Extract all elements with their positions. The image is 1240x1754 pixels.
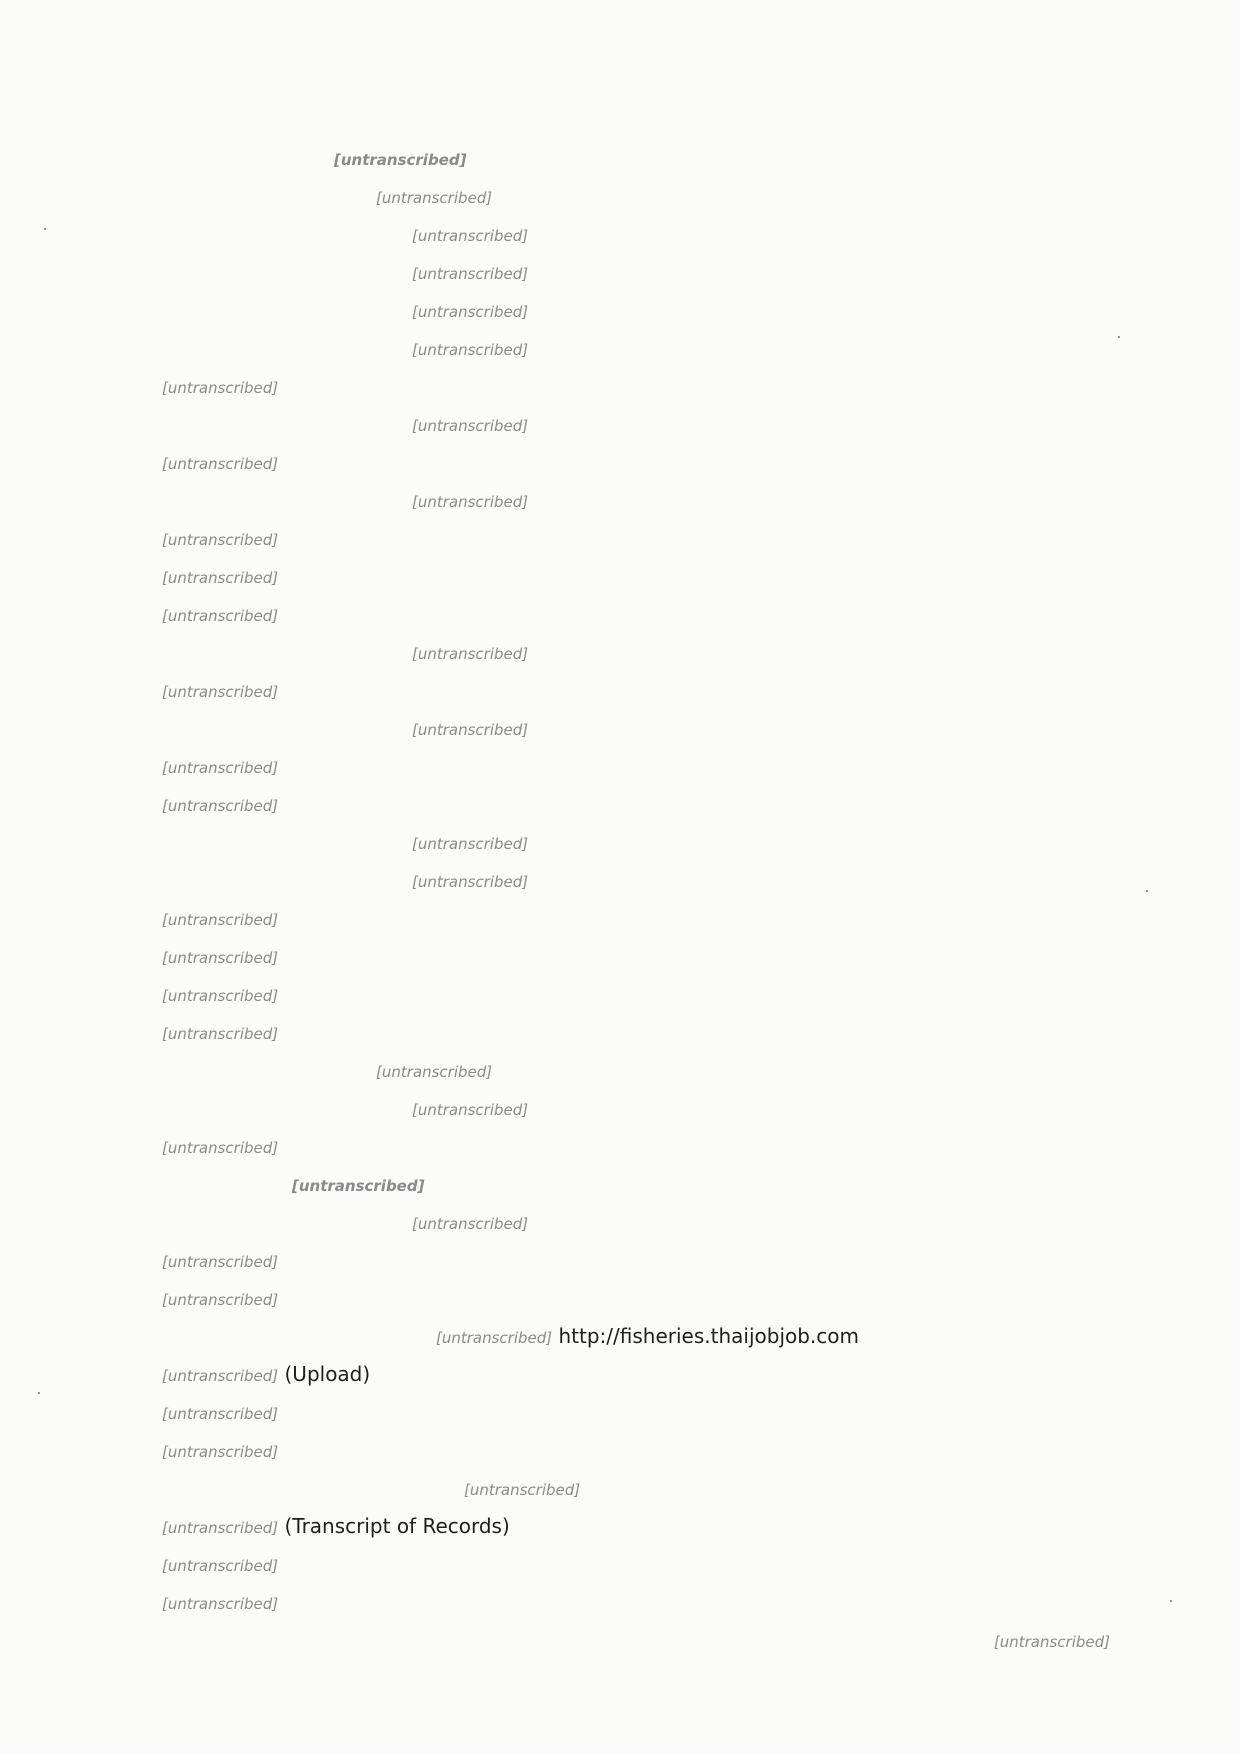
untranscribed-marker: [untranscribed] xyxy=(412,1215,529,1233)
untranscribed-marker: [untranscribed] xyxy=(162,1443,279,1461)
untranscribed-marker: [untranscribed] xyxy=(464,1481,581,1499)
document-line xyxy=(162,1052,1110,1090)
document-line xyxy=(162,634,1110,672)
document-line xyxy=(162,1470,1110,1508)
untranscribed-marker: [untranscribed] xyxy=(162,949,279,967)
untranscribed-marker: [untranscribed] xyxy=(412,835,529,853)
latin-text: (Upload) xyxy=(278,1362,371,1386)
untranscribed-marker: [untranscribed] xyxy=(162,1139,279,1157)
document-line xyxy=(162,1356,1110,1394)
document-line xyxy=(162,672,1110,710)
document-line xyxy=(162,1204,1110,1242)
untranscribed-marker: [untranscribed] xyxy=(436,1329,553,1347)
untranscribed-marker: [untranscribed] xyxy=(412,645,529,663)
untranscribed-marker: [untranscribed] xyxy=(412,1101,529,1119)
document-line xyxy=(162,1508,1110,1546)
scan-speck xyxy=(1146,890,1148,892)
document-line xyxy=(162,1546,1110,1584)
document-line xyxy=(162,178,1110,216)
untranscribed-marker: [untranscribed] xyxy=(292,1177,425,1195)
document-line xyxy=(162,862,1110,900)
document-line xyxy=(162,786,1110,824)
document-line xyxy=(162,1166,1110,1204)
untranscribed-marker: [untranscribed] xyxy=(412,227,529,245)
document-line xyxy=(162,1432,1110,1470)
scan-speck xyxy=(1170,1600,1172,1602)
document-line xyxy=(162,1622,1110,1660)
untranscribed-marker: [untranscribed] xyxy=(162,1557,279,1575)
untranscribed-marker: [untranscribed] xyxy=(412,265,529,283)
untranscribed-marker: [untranscribed] xyxy=(162,379,279,397)
untranscribed-marker: [untranscribed] xyxy=(334,151,467,169)
document-line xyxy=(162,596,1110,634)
untranscribed-marker: [untranscribed] xyxy=(993,1633,1110,1651)
document-line xyxy=(162,254,1110,292)
document-line xyxy=(162,1014,1110,1052)
untranscribed-marker: [untranscribed] xyxy=(162,1025,279,1043)
latin-text: (Transcript of Records) xyxy=(278,1514,510,1538)
untranscribed-marker: [untranscribed] xyxy=(162,1291,279,1309)
untranscribed-marker: [untranscribed] xyxy=(162,1519,279,1537)
document-line xyxy=(162,520,1110,558)
untranscribed-marker: [untranscribed] xyxy=(376,189,493,207)
document-line xyxy=(162,558,1110,596)
untranscribed-marker: [untranscribed] xyxy=(412,303,529,321)
document-line xyxy=(162,330,1110,368)
untranscribed-marker: [untranscribed] xyxy=(376,1063,493,1081)
document-line xyxy=(162,1394,1110,1432)
untranscribed-marker: [untranscribed] xyxy=(162,1253,279,1271)
untranscribed-marker: [untranscribed] xyxy=(162,607,279,625)
scan-speck xyxy=(1118,336,1120,338)
document-line xyxy=(162,976,1110,1014)
untranscribed-marker: [untranscribed] xyxy=(412,341,529,359)
document-line xyxy=(162,710,1110,748)
untranscribed-marker: [untranscribed] xyxy=(162,797,279,815)
untranscribed-marker: [untranscribed] xyxy=(412,417,529,435)
untranscribed-marker: [untranscribed] xyxy=(162,569,279,587)
untranscribed-marker: [untranscribed] xyxy=(162,683,279,701)
untranscribed-marker: [untranscribed] xyxy=(162,455,279,473)
document-line xyxy=(162,140,1110,178)
document-line xyxy=(162,1584,1110,1622)
scan-speck xyxy=(44,228,46,230)
latin-text: http://fisheries.thaijobjob.com xyxy=(552,1324,860,1348)
document-line xyxy=(162,368,1110,406)
untranscribed-marker: [untranscribed] xyxy=(162,531,279,549)
document-line xyxy=(162,938,1110,976)
scan-speck xyxy=(38,1392,40,1394)
document-line xyxy=(162,1318,1110,1356)
untranscribed-marker: [untranscribed] xyxy=(162,1405,279,1423)
document-line xyxy=(162,1128,1110,1166)
untranscribed-marker: [untranscribed] xyxy=(162,911,279,929)
document-line xyxy=(162,292,1110,330)
untranscribed-marker: [untranscribed] xyxy=(412,493,529,511)
document-line xyxy=(162,748,1110,786)
document-line xyxy=(162,1242,1110,1280)
document-line xyxy=(162,824,1110,862)
document-line xyxy=(162,444,1110,482)
untranscribed-marker: [untranscribed] xyxy=(162,1367,279,1385)
document-body xyxy=(162,140,1110,1660)
document-line xyxy=(162,216,1110,254)
document-line xyxy=(162,900,1110,938)
untranscribed-marker: [untranscribed] xyxy=(412,721,529,739)
document-line xyxy=(162,1090,1110,1128)
document-line xyxy=(162,406,1110,444)
document-line xyxy=(162,482,1110,520)
untranscribed-marker: [untranscribed] xyxy=(412,873,529,891)
document-line xyxy=(162,1280,1110,1318)
untranscribed-marker: [untranscribed] xyxy=(162,987,279,1005)
untranscribed-marker: [untranscribed] xyxy=(162,1595,279,1613)
untranscribed-marker: [untranscribed] xyxy=(162,759,279,777)
